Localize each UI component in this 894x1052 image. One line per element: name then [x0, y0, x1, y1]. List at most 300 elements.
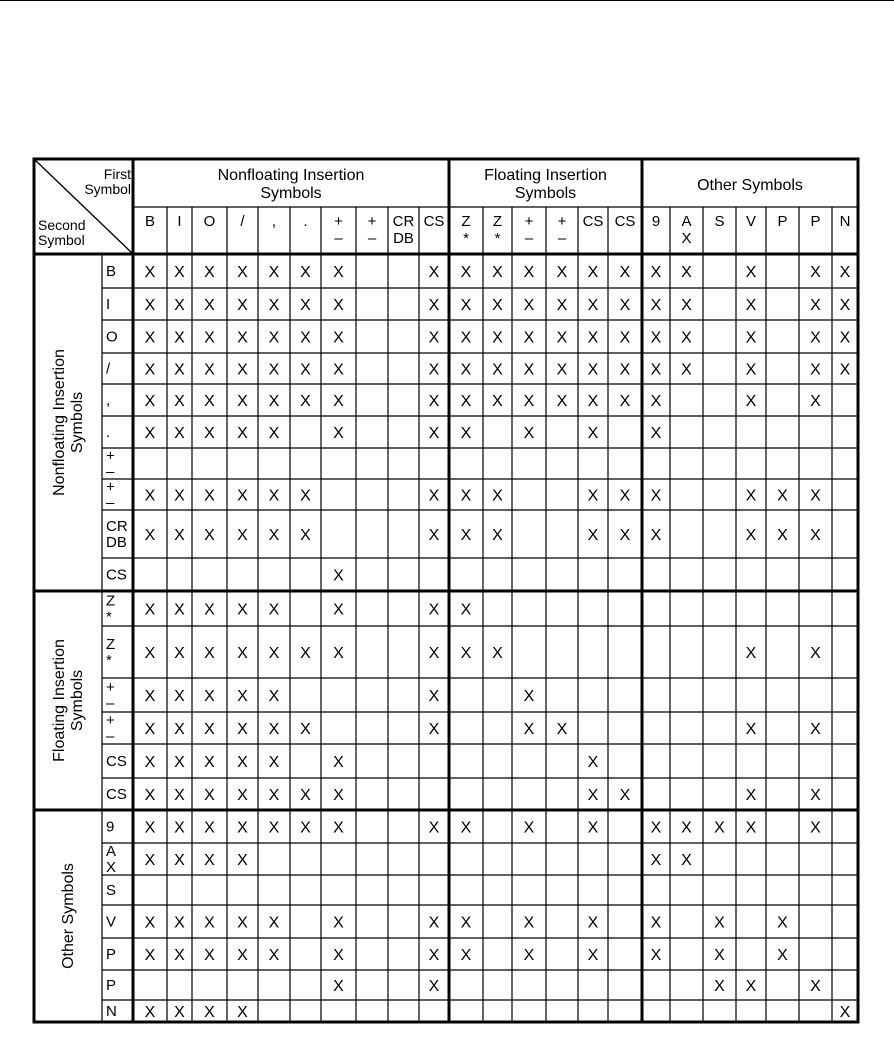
table-cell-mark: X — [174, 852, 185, 869]
table-cell-mark: X — [745, 297, 757, 314]
column-header: * — [463, 230, 469, 247]
table-cell-mark: X — [333, 297, 344, 314]
table-cell-mark: X — [204, 297, 215, 314]
table-cell-mark: X — [300, 787, 311, 804]
table-cell-mark: X — [144, 914, 156, 932]
table-cell-mark: X — [810, 721, 821, 738]
row-header: V — [106, 913, 117, 931]
table-cell-mark: X — [460, 487, 472, 505]
table-cell-mark: X — [300, 721, 311, 738]
table-cell-mark: X — [523, 393, 535, 410]
table-cell-mark: X — [237, 787, 248, 804]
table-cell-mark: X — [144, 947, 156, 964]
table-cell-mark: X — [523, 425, 535, 442]
table-cell-mark: X — [174, 527, 185, 544]
row-header: O — [106, 328, 118, 346]
table-cell-mark: X — [333, 425, 344, 442]
table-cell-mark: X — [268, 297, 280, 314]
table-cell-mark: X — [204, 819, 215, 837]
table-cell-mark: X — [619, 787, 631, 804]
row-header: 9 — [106, 818, 115, 836]
row-group-title: Other Symbols — [60, 863, 77, 969]
table-cell-mark: X — [745, 264, 757, 281]
table-cell-mark: X — [492, 329, 503, 347]
table-cell-mark: X — [428, 393, 440, 410]
table-cell-mark: X — [619, 527, 631, 544]
table-cell-mark: X — [523, 688, 535, 705]
row-header: + — [106, 447, 115, 465]
table-cell-mark: X — [300, 297, 311, 314]
column-header: I — [177, 213, 182, 230]
column-group-title: Symbols — [514, 185, 577, 202]
row-header: Z — [106, 636, 116, 653]
table-cell-mark: X — [174, 297, 185, 314]
table-cell-mark: X — [810, 264, 821, 281]
row-header: * — [106, 652, 112, 669]
table-cell-mark: X — [428, 947, 440, 964]
table-cell-mark: X — [460, 361, 472, 379]
table-cell-mark: X — [333, 567, 344, 585]
table-cell-mark: X — [333, 754, 344, 771]
table-cell-mark: X — [492, 487, 503, 505]
table-cell-mark: X — [681, 264, 692, 281]
table-cell-mark: X — [174, 393, 185, 410]
column-header: 9 — [651, 213, 661, 230]
table-cell-mark: X — [144, 297, 156, 314]
table-cell-mark: X — [237, 852, 248, 869]
column-header: A — [681, 213, 692, 230]
table-cell-mark: X — [681, 297, 692, 314]
table-cell-mark: X — [810, 487, 821, 505]
table-cell-mark: X — [460, 601, 472, 619]
table-cell-mark: X — [237, 819, 248, 837]
table-cell-mark: X — [587, 487, 599, 505]
row-group-title: Symbols — [69, 669, 86, 732]
table-cell-mark: X — [144, 264, 156, 281]
table-cell-mark: X — [333, 947, 344, 964]
table-cell-mark: X — [619, 487, 631, 505]
row-header: I — [106, 296, 111, 313]
table-cell-mark: X — [810, 978, 821, 995]
table-cell-mark: X — [745, 819, 757, 837]
table-cell-mark: X — [650, 914, 662, 932]
table-cell-mark: X — [745, 487, 757, 505]
table-cell-mark: X — [428, 329, 440, 347]
table-cell-mark: X — [523, 819, 535, 837]
table-cell-mark: X — [237, 601, 248, 619]
table-cell-mark: X — [300, 329, 311, 347]
table-cell-mark: X — [714, 914, 725, 932]
table-cell-mark: X — [300, 361, 311, 379]
table-cell-mark: X — [428, 487, 440, 505]
table-cell-mark: X — [745, 527, 757, 544]
table-cell-mark: X — [428, 819, 440, 837]
table-cell-mark: X — [204, 601, 215, 619]
table-cell-mark: X — [650, 819, 662, 837]
column-group-title: Floating Insertion — [484, 167, 607, 184]
table-cell-mark: X — [204, 721, 215, 738]
table-cell-mark: X — [556, 721, 568, 738]
table-cell-mark: X — [268, 721, 280, 738]
table-cell-mark: X — [619, 297, 631, 314]
column-header: S — [714, 213, 725, 230]
table-cell-mark: X — [268, 329, 280, 347]
table-cell-mark: X — [237, 688, 248, 705]
column-header: – — [367, 230, 377, 247]
table-cell-mark: X — [587, 425, 599, 442]
table-cell-mark: X — [144, 787, 156, 804]
table-cell-mark: X — [714, 978, 725, 995]
table-cell-mark: X — [428, 688, 440, 705]
table-cell-mark: X — [300, 645, 311, 662]
table-cell-mark: X — [587, 754, 599, 771]
table-cell-mark: X — [174, 754, 185, 771]
table-cell-mark: X — [556, 329, 568, 347]
table-cell-mark: X — [650, 852, 662, 869]
column-header: Z — [492, 213, 503, 230]
table-cell-mark: X — [428, 721, 440, 738]
table-cell-mark: X — [681, 819, 692, 837]
column-header: X — [681, 230, 692, 247]
table-cell-mark: X — [650, 527, 662, 544]
table-cell-mark: X — [268, 787, 280, 804]
table-cell-mark: X — [144, 425, 156, 442]
table-cell-mark: X — [144, 852, 156, 869]
table-cell-mark: X — [714, 947, 725, 964]
table-cell-mark: X — [268, 754, 280, 771]
table-cell-mark: X — [204, 688, 215, 705]
table-cell-mark: X — [237, 329, 248, 347]
column-header: CS — [614, 213, 636, 230]
table-cell-mark: X — [268, 487, 280, 505]
table-cell-mark: X — [333, 645, 344, 662]
table-cell-mark: X — [745, 978, 757, 995]
table-cell-mark: X — [556, 361, 568, 379]
table-cell-mark: X — [428, 601, 440, 619]
table-cell-mark: X — [587, 787, 599, 804]
table-cell-mark: X — [619, 264, 631, 281]
row-group-title: Symbols — [69, 391, 86, 454]
table-cell-mark: X — [333, 264, 344, 281]
table-cell-mark: X — [237, 947, 248, 964]
table-cell-mark: X — [745, 361, 757, 379]
table-cell-mark: X — [681, 361, 692, 379]
table-cell-mark: X — [300, 819, 311, 837]
column-header: O — [203, 213, 216, 230]
table-cell-mark: X — [745, 645, 757, 662]
table-cell-mark: X — [204, 329, 215, 347]
table-cell-mark: X — [204, 361, 215, 379]
table-cell-mark: X — [174, 487, 185, 505]
row-header: CS — [106, 753, 127, 770]
table-cell-mark: X — [681, 329, 692, 347]
row-header: CS — [106, 786, 127, 803]
table-cell-mark: X — [237, 487, 248, 505]
row-header: , — [106, 392, 111, 409]
table-cell-mark: X — [428, 297, 440, 314]
table-cell-mark: X — [237, 297, 248, 314]
table-cell-mark: X — [204, 1004, 215, 1021]
column-header: P — [777, 213, 788, 230]
table-cell-mark: X — [333, 978, 344, 995]
table-cell-mark: X — [144, 329, 156, 347]
table-cell-mark: X — [650, 487, 662, 505]
table-cell-mark: X — [144, 527, 156, 544]
row-header: X — [106, 859, 117, 876]
table-cell-mark: X — [650, 425, 662, 442]
table-cell-mark: X — [745, 393, 757, 410]
table-cell-mark: X — [174, 601, 185, 619]
table-cell-mark: X — [523, 329, 535, 347]
table-cell-mark: X — [174, 819, 185, 837]
row-header: + — [106, 478, 115, 496]
table-cell-mark: X — [204, 852, 215, 869]
table-cell-mark: X — [587, 297, 599, 314]
table-cell-mark: X — [492, 361, 503, 379]
table-cell-mark: X — [204, 487, 215, 505]
row-group-title: Nonfloating Insertion — [51, 349, 68, 496]
column-header: CR — [392, 213, 415, 230]
corner-first-label: First — [103, 166, 131, 182]
corner-second-label: Symbol — [38, 232, 85, 248]
table-cell-mark: X — [333, 914, 344, 932]
table-cell-mark: X — [174, 947, 185, 964]
table-cell-mark: X — [174, 787, 185, 804]
table-cell-mark: X — [681, 852, 692, 869]
column-group-title: Nonfloating Insertion — [217, 167, 365, 184]
table-cell-mark: X — [777, 947, 788, 964]
table-cell-mark: X — [650, 329, 662, 347]
table-cell-mark: X — [619, 329, 631, 347]
table-cell-mark: X — [745, 329, 757, 347]
table-cell-mark: X — [587, 264, 599, 281]
table-cell-mark: X — [144, 688, 156, 705]
table-cell-mark: X — [237, 914, 248, 932]
table-cell-mark: X — [237, 527, 248, 544]
row-header: + — [106, 712, 115, 729]
row-header: N — [106, 1003, 117, 1020]
row-header: DB — [106, 534, 127, 551]
table-cell-mark: X — [300, 393, 311, 410]
table-cell-mark: X — [523, 914, 535, 932]
table-cell-mark: X — [810, 297, 821, 314]
table-cell-mark: X — [174, 914, 185, 932]
table-cell-mark: X — [810, 645, 821, 662]
column-header: CS — [423, 213, 445, 230]
column-header: + — [524, 213, 534, 230]
table-cell-mark: X — [556, 264, 568, 281]
table-cell-mark: X — [428, 425, 440, 442]
table-cell-mark: X — [333, 819, 344, 837]
table-cell-mark: X — [714, 819, 725, 837]
table-cell-mark: X — [144, 393, 156, 410]
column-header: Z — [461, 213, 471, 230]
table-cell-mark: X — [523, 947, 535, 964]
table-cell-mark: X — [428, 527, 440, 544]
column-header: DB — [393, 230, 414, 247]
table-cell-mark: X — [268, 361, 280, 379]
table-cell-mark: X — [460, 645, 472, 662]
column-header: + — [557, 213, 567, 230]
table-cell-mark: X — [460, 264, 472, 281]
table-cell-mark: X — [144, 487, 156, 505]
table-cell-mark: X — [174, 721, 185, 738]
table-cell-mark: X — [810, 361, 821, 379]
table-cell-mark: X — [174, 688, 185, 705]
table-cell-mark: X — [204, 393, 215, 410]
row-header: – — [106, 695, 115, 712]
table-cell-mark: X — [619, 361, 631, 379]
column-header: – — [334, 230, 343, 247]
table-cell-mark: X — [745, 721, 757, 738]
table-cell-mark: X — [174, 425, 185, 442]
column-header: – — [557, 230, 567, 247]
row-header: Z — [106, 592, 116, 610]
table-cell-mark: X — [333, 361, 344, 379]
table-cell-mark: X — [144, 754, 156, 771]
table-cell-mark: X — [428, 361, 440, 379]
row-header: CS — [106, 566, 127, 584]
table-cell-mark: X — [556, 393, 568, 410]
table-cell-mark: X — [523, 297, 535, 314]
table-cell-mark: X — [650, 264, 662, 281]
table-cell-mark: X — [587, 819, 599, 837]
corner-second-label: Second — [38, 217, 86, 233]
table-cell-mark: X — [237, 721, 248, 738]
table-cell-mark: X — [587, 361, 599, 379]
table-cell-mark: X — [237, 361, 248, 379]
table-cell-mark: X — [204, 527, 215, 544]
table-cell-mark: X — [268, 688, 280, 705]
table-cell-mark: X — [587, 527, 599, 544]
row-header: . — [106, 424, 111, 441]
corner-first-label: Symbol — [84, 181, 131, 197]
table-cell-mark: X — [428, 264, 440, 281]
table-cell-mark: X — [587, 393, 599, 410]
table-cell-mark: X — [460, 947, 472, 964]
table-cell-mark: X — [174, 645, 185, 662]
table-cell-mark: X — [174, 1004, 185, 1021]
row-header: P — [106, 977, 117, 994]
row-header: – — [106, 728, 115, 745]
table-cell-mark: X — [839, 1004, 851, 1021]
table-cell-mark: X — [650, 393, 662, 410]
table-cell-mark: X — [777, 487, 788, 505]
table-cell-mark: X — [460, 914, 472, 932]
table-cell-mark: X — [460, 393, 472, 410]
table-cell-mark: X — [460, 527, 472, 544]
column-header: P — [810, 213, 821, 230]
column-group-title: Other Symbols — [697, 177, 803, 194]
table-cell-mark: X — [523, 361, 535, 379]
row-header: CR — [106, 518, 128, 535]
column-header: CS — [582, 213, 604, 230]
table-cell-mark: X — [144, 721, 156, 738]
table-cell-mark: X — [745, 787, 757, 804]
table-cell-mark: X — [268, 819, 280, 837]
column-header: , — [271, 213, 277, 230]
table-cell-mark: X — [204, 264, 215, 281]
table-cell-mark: X — [460, 297, 472, 314]
table-cell-mark: X — [810, 527, 821, 544]
table-cell-mark: X — [839, 297, 851, 314]
table-cell-mark: X — [204, 754, 215, 771]
table-cell-mark: X — [204, 425, 215, 442]
table-cell-mark: X — [428, 645, 440, 662]
table-cell-mark: X — [587, 914, 599, 932]
table-cell-mark: X — [460, 425, 472, 442]
row-header: A — [106, 843, 117, 860]
table-cell-mark: X — [268, 393, 280, 410]
table-cell-mark: X — [619, 393, 631, 410]
row-header: – — [106, 463, 115, 481]
table-cell-mark: X — [333, 601, 344, 619]
table-cell-mark: X — [237, 264, 248, 281]
table-cell-mark: X — [650, 947, 662, 964]
table-cell-mark: X — [839, 264, 851, 281]
table-cell-mark: X — [810, 393, 821, 410]
table-cell-mark: X — [237, 425, 248, 442]
table-cell-mark: X — [492, 645, 503, 662]
table-cell-mark: X — [777, 527, 788, 544]
table-cell-mark: X — [839, 361, 851, 379]
table-cell-mark: X — [650, 297, 662, 314]
table-cell-mark: X — [237, 393, 248, 410]
table-cell-mark: X — [492, 393, 503, 410]
table-cell-mark: X — [300, 527, 311, 544]
table-cell-mark: X — [174, 264, 185, 281]
table-cell-mark: X — [300, 264, 311, 281]
table-cell-mark: X — [268, 947, 280, 964]
table-cell-mark: X — [492, 264, 503, 281]
table-cell-mark: X — [460, 329, 472, 347]
table-cell-mark: X — [204, 645, 215, 662]
table-cell-mark: X — [144, 601, 156, 619]
table-cell-mark: X — [460, 819, 472, 837]
table-cell-mark: X — [174, 329, 185, 347]
table-cell-mark: X — [144, 361, 156, 379]
table-cell-mark: X — [268, 645, 280, 662]
row-header: / — [106, 360, 111, 378]
table-cell-mark: X — [268, 264, 280, 281]
table-cell-mark: X — [237, 1004, 248, 1021]
table-cell-mark: X — [428, 978, 440, 995]
row-header: * — [106, 608, 112, 626]
table-cell-mark: X — [237, 645, 248, 662]
column-header: + — [367, 213, 377, 230]
table-cell-mark: X — [523, 264, 535, 281]
row-group-title: Floating Insertion — [51, 639, 68, 762]
table-cell-mark: X — [333, 787, 344, 804]
table-cell-mark: X — [587, 329, 599, 347]
row-header: + — [106, 679, 115, 696]
row-header: S — [106, 882, 117, 899]
table-cell-mark: X — [204, 914, 215, 932]
table-cell-mark: X — [204, 947, 215, 964]
table-cell-mark: X — [810, 787, 821, 804]
table-cell-mark: X — [650, 361, 662, 379]
table-cell-mark: X — [333, 393, 344, 410]
table-cell-mark: X — [523, 721, 535, 738]
table-cell-mark: X — [587, 947, 599, 964]
column-header: + — [334, 213, 343, 230]
table-cell-mark: X — [810, 819, 821, 837]
table-cell-mark: X — [144, 819, 156, 837]
table-cell-mark: X — [428, 914, 440, 932]
column-header: . — [303, 213, 308, 230]
table-cell-mark: X — [144, 1004, 156, 1021]
column-header: – — [524, 230, 534, 247]
